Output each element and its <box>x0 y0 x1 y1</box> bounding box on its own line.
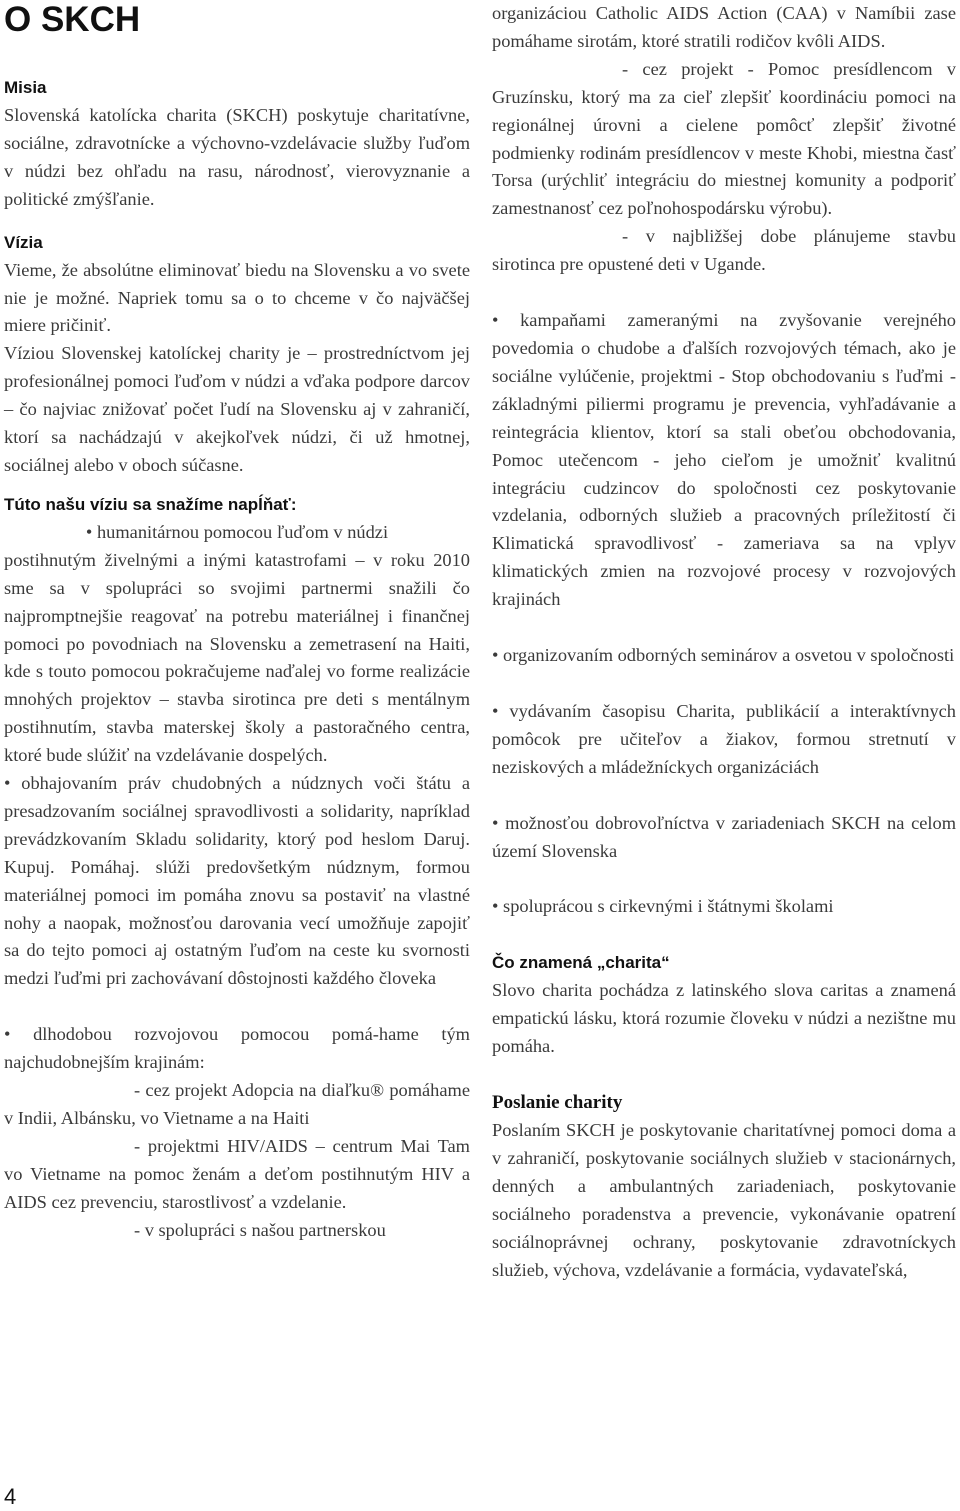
bullet-campaigns: • kampaňami zameranými na zvyšovanie verejného povedomia o chudobe a ďalších rozvojových témach, ako je sociálne vylúčenie, projektmi - Stop obchodovaniu s ľuďmi - základnými piliermi programu je prevencia, vyhľadávanie a reintegrácia klientov, ktorí sa stali obeťou obchodovania, Pomoc utečencom - jeho cieľom je umožniť kvalitnú integráciu cudzincov do spoločnosti cez poskytovanie vzdelania, odborných služieb a pracovných príležitostí či Klimatická spravodlivosť - zameriava sa na vplyv klimatických zmien na rozvojové procesy v rozvojových krajinách <box>492 310 956 610</box>
poslanie-text: Poslaním SKCH je poskytovanie charitatívnej pomoci doma a v zahraničí, poskytovanie sociálnych služieb v stacionárnych, denných a ambulantných zariadeniach, poskytovanie sociálneho poradenstva a prevencie, vykonávanie opatrení sociálnoprávnej ochrany, poskytovanie zdravotníckych služieb, výchova, vzdelávanie a formácia, vydavateľská, <box>492 1120 956 1280</box>
vizia-text-2: Víziou Slovenskej katolíckej charity je – prostredníctvom jej profesionálnej pomoci ľuďom v núdzi a vďaka podpore darcov – čo najviac znižovať počet ľudí na Slovensku aj v zahraničí, ktorí sa nachádzajú v akejkoľvek núdzi, či už hmotnej, sociálnej alebo v oboch súčasne. <box>4 343 470 475</box>
bullet-development: • dlhodobou rozvojovou pomocou pomá-hame tým najchudobnejším krajinám: <box>4 1024 470 1073</box>
sub-hiv-aids: - projektmi HIV/AIDS – centrum Mai Tam vo Vietname na pomoc ženám a deťom postihnutým HIV a AIDS cez prevenciu, starostlivosť a vzdelanie. <box>4 1135 470 1212</box>
poslanie-heading: Poslanie charity <box>492 1092 623 1114</box>
bullet-humanitarian-lead: • humanitárnou pomocou ľuďom v núdzi <box>85 521 389 542</box>
bullet-advocacy: • obhajovaním práv chudobných a núdznych voči štátu a presadzovaním sociálnej spravodlivosti a solidarity, napríklad prevádzkovaním Skladu solidarity, ktorý pod heslom Daruj. Kupuj. Pomáhaj. slúži predovšetkým núdznym, formou materiálnej pomoci im pomáha znovu sa postaviť na vlastné nohy a naopak, možnosťou darovania vecí umožňuje zapojiť sa do tejto pomoci aj ostatným ľuďom na ceste ku svornosti medzi ľuďmi pri zachovávaní dôstojnosti každého človeka <box>4 773 470 989</box>
bullet-schools: • spoluprácou s cirkevnými i štátnymi školami <box>492 896 834 917</box>
tuto-heading: Túto našu víziu sa snažíme napĺňať: <box>4 494 297 514</box>
charita-text: Slovo charita pochádza z latinského slova caritas a znamená empatickú lásku, ktorá rozumie človeku v núdzi a nezištne mu pomáha. <box>492 980 956 1057</box>
bullet-seminars: • organizovaním odborných seminárov a osvetou v spoločnosti <box>492 645 955 666</box>
charita-heading: Čo znamená „charita“ <box>492 953 670 973</box>
left-column <box>4 0 470 1245</box>
misia-text: Slovenská katolícka charita (SKCH) poskytuje charitatívne, sociálne, zdravotnícke a výchovno-vzdelávacie služby ľuďom v núdzi bez ohľadu na rasu, národnosť, vierovyznanie a politické zmýšľanie. <box>4 105 470 209</box>
sub-uganda: - v najbližšej dobe plánujeme stavbu sirotinca pre opustené deti v Ugande. <box>492 226 956 275</box>
page-title: O SKCH <box>4 0 141 39</box>
page-number: 4 <box>4 1484 17 1509</box>
sub-partner: - v spolupráci s našou partnerskou <box>134 1219 386 1240</box>
misia-heading: Misia <box>4 78 47 97</box>
vizia-text-1: Vieme, že absolútne eliminovať biedu na Slovensku a vo svete nie je možné. Napriek tomu sa o to chceme v čo najväčšej miere pričiniť. <box>4 259 470 336</box>
bullet-humanitarian-text: postihnutým živelnými a inými katastrofami – v roku 2010 sme sa v spolupráci so svojimi partnermi snažili čo najpromptnejšie reagovať na potrebu materiálnej i finančnej pomoci po povodniach na Slovensku a zemetrasení na Haiti, kde s touto pomocou pokračujeme naďalej vo forme realizácie mnohých projektov – stavba sirotinca pre deti s mentálnym postihnutím, stavba materskej školy a pastoračného centra, ktoré bude slúžiť na vzdelávanie dospelých. <box>4 549 470 766</box>
right-column <box>492 0 956 1285</box>
sub-adopcia: - cez projekt Adopcia na diaľku® pomáhame v Indii, Albánsku, vo Vietname a na Haiti <box>4 1080 470 1128</box>
bullet-volunteering: • možnosťou dobrovoľníctva v zariadeniach SKCH na celom území Slovenska <box>492 812 956 861</box>
sub-gruzinsko: - cez projekt - Pomoc presídlencom v Gruzínsku, ktorý ma za cieľ zlepšiť koordináciu pomoci na regionálnej úrovni a cielene pomôcť zlepšiť životné podmienky rodinám presídlencov v meste Khobi, miestna časť Torsa (urýchliť integráciu do miestnej komunity a podporiť zamestnanosť cez poľnohospodársku výrobu). <box>492 58 956 219</box>
cont-caa: organizáciou Catholic AIDS Action (CAA) v Namíbii zase pomáhame sirotám, ktoré stratili rodičov kvôli AIDS. <box>492 3 956 51</box>
bullet-magazine: • vydávaním časopisu Charita, publikácií a interaktívnych pomôcok pre učiteľov a žiakov, formou stretnutí v neziskových a mládežníckych organizáciách <box>492 700 956 777</box>
vizia-heading: Vízia <box>4 232 43 252</box>
